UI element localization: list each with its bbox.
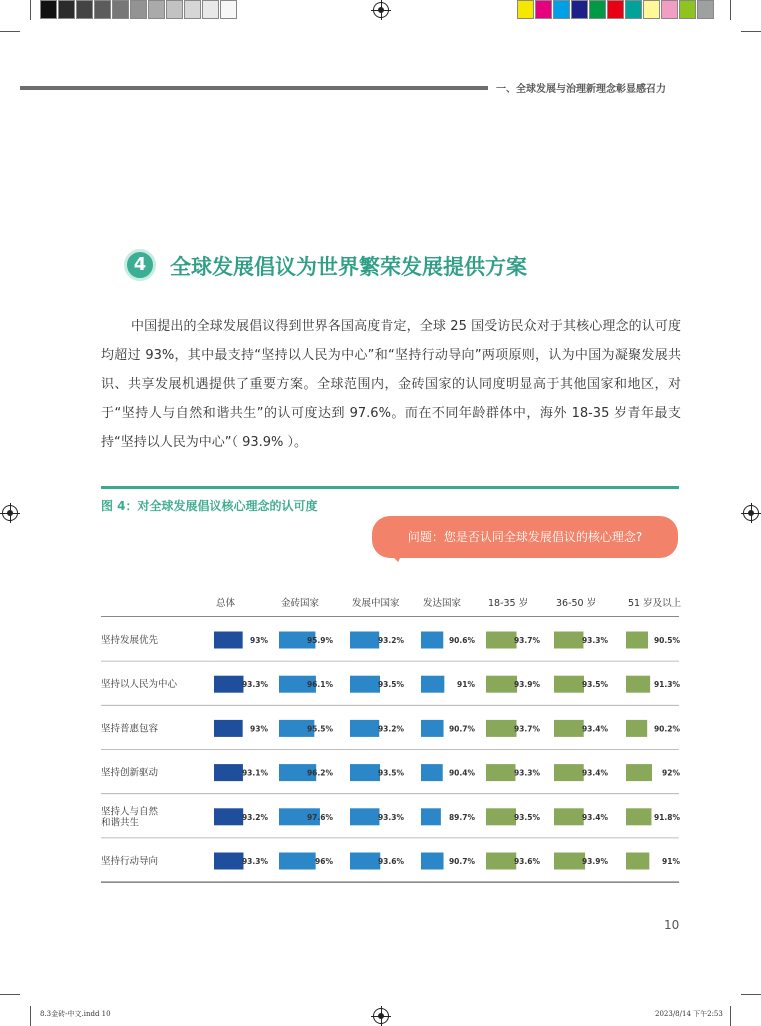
running-header: 一、全球发展与治理新理念彰显感召力 — [496, 84, 666, 95]
bar — [626, 720, 647, 737]
data-label: 95.5% — [306, 724, 333, 734]
data-label: 93.3% — [377, 812, 404, 822]
row-label: 坚持发展优先 — [101, 634, 159, 646]
data-label: 91% — [457, 680, 475, 690]
column-header: 18-35 岁 — [488, 598, 529, 609]
bar — [214, 720, 243, 737]
bar — [350, 632, 379, 649]
bar — [421, 676, 444, 693]
data-label: 90.7% — [448, 857, 475, 866]
column-header: 发展中国家 — [352, 598, 400, 609]
data-label: 93% — [250, 636, 268, 645]
data-label: 89.7% — [448, 812, 475, 822]
bar — [214, 764, 243, 781]
data-label: 97.6% — [306, 812, 333, 822]
data-label: 96% — [315, 857, 333, 866]
bar — [554, 853, 585, 870]
column-header: 36-50 岁 — [556, 598, 597, 609]
column-header: 金砖国家 — [281, 598, 320, 609]
data-label: 91.8% — [653, 812, 680, 822]
bar — [554, 632, 583, 649]
data-label: 93.7% — [513, 724, 540, 734]
row-label: 坚持创新驱动 — [101, 767, 159, 779]
bar — [554, 720, 584, 737]
data-label: 96.2% — [306, 768, 333, 778]
question-text: 问题：您是否认同全球发展倡议的核心理念? — [407, 530, 643, 544]
bar — [421, 764, 443, 781]
data-label: 93.4% — [581, 812, 608, 822]
slug-file: 8.3金砖-中文.indd 10 — [40, 1010, 111, 1018]
bar — [279, 853, 316, 870]
bar — [214, 853, 243, 870]
data-label: 91% — [662, 857, 680, 866]
bar — [486, 676, 517, 693]
bar — [554, 676, 584, 693]
data-label: 93.7% — [513, 636, 540, 645]
data-label: 93.9% — [513, 680, 540, 690]
page-number: 10 — [664, 918, 680, 932]
bar — [626, 808, 651, 825]
bar — [486, 853, 516, 870]
bar — [421, 720, 444, 737]
figure-caption: 图 4：对全球发展倡议核心理念的认可度 — [101, 499, 318, 513]
column-header: 发达国家 — [423, 598, 462, 609]
data-label: 93.2% — [377, 636, 404, 645]
section-number-badge: 4 — [124, 249, 156, 281]
data-label: 90.7% — [448, 724, 475, 734]
data-label: 93.5% — [513, 812, 540, 822]
column-header: 51 岁及以上 — [628, 598, 682, 609]
column-header: 总体 — [216, 598, 236, 609]
slug-date: 2023/8/14 下午2:53 — [655, 1010, 723, 1018]
bar — [421, 632, 443, 649]
bar — [554, 808, 584, 825]
bar — [214, 632, 243, 649]
bar — [626, 676, 650, 693]
data-label: 90.6% — [448, 636, 475, 645]
bar — [626, 632, 648, 649]
data-label: 93.5% — [581, 680, 608, 690]
data-label: 93.9% — [581, 857, 608, 866]
data-label: 93.3% — [513, 768, 540, 778]
bar — [350, 720, 379, 737]
data-label: 90.4% — [448, 768, 475, 778]
row-label: 坚持人与自然和谐共生 — [101, 805, 159, 828]
data-label: 95.9% — [306, 636, 333, 645]
bar — [486, 720, 517, 737]
bar — [350, 676, 380, 693]
bar — [421, 808, 441, 825]
data-label: 93.3% — [581, 636, 608, 645]
data-label: 90.5% — [653, 636, 680, 645]
data-label: 93.6% — [377, 857, 404, 866]
row-label: 坚持普惠包容 — [101, 722, 159, 734]
data-label: 93.3% — [241, 857, 268, 866]
row-label: 坚持行动导向 — [101, 855, 159, 867]
row-label: 坚持以人民为中心 — [101, 678, 178, 690]
data-label: 93.5% — [377, 680, 404, 690]
bar — [214, 808, 243, 825]
section-title: 全球发展倡议为世界繁荣发展提供方案 — [170, 255, 527, 279]
bar — [350, 764, 380, 781]
data-label: 93.2% — [241, 812, 268, 822]
bar — [486, 632, 517, 649]
body-paragraph: 中国提出的全球发展倡议得到世界各国高度肯定，全球 25 国受访民众对于其核心理念的认可度均超过 93%，其中最支持“坚持以人民为中心”和“坚持行动导向”两项原则，认为中国为凝聚发展共识、共享发展机遇提供了重要方案。全球范围内，金砖国家的认同度明显高于其他国家和地区，对于“坚持人与自然和谐共生”的认可度达到 97.6%。而在不同年龄群体中，海外 18-35 岁青年最支持“坚持以人民为中心”（ 93.9% ）。 — [101, 319, 681, 450]
bar — [350, 808, 379, 825]
bar — [350, 853, 380, 870]
bar — [554, 764, 584, 781]
data-label: 90.2% — [653, 724, 680, 734]
data-label: 93.4% — [581, 768, 608, 778]
data-label: 92% — [662, 768, 680, 778]
data-label: 93.1% — [241, 768, 268, 778]
data-label: 93% — [250, 724, 268, 734]
bar — [626, 764, 652, 781]
bar — [626, 853, 649, 870]
data-label: 91.3% — [653, 680, 680, 690]
data-label: 96.1% — [306, 680, 333, 690]
bar — [486, 808, 516, 825]
data-label: 93.2% — [377, 724, 404, 734]
bar — [214, 676, 243, 693]
data-label: 93.4% — [581, 724, 608, 734]
bar — [421, 853, 444, 870]
data-label: 93.3% — [241, 680, 268, 690]
bar — [486, 764, 515, 781]
data-label: 93.6% — [513, 857, 540, 866]
data-label: 93.5% — [377, 768, 404, 778]
